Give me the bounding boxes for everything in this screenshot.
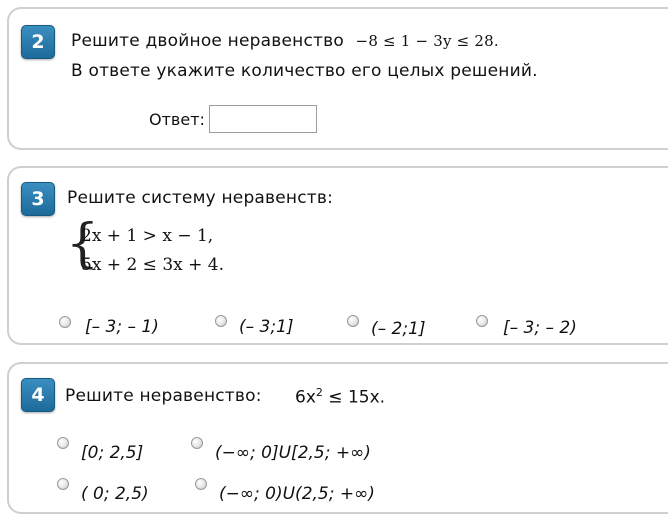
question-card-2 — [7, 7, 668, 150]
question-text-line1 — [71, 31, 499, 51]
option-radio-3[interactable] — [57, 478, 69, 490]
question-number-badge: 2 — [21, 25, 55, 59]
question-number-badge: 3 — [21, 182, 55, 216]
answer-input[interactable] — [209, 105, 317, 133]
question-text-line2: В ответе укажите количество его целых решений. — [71, 61, 538, 81]
formula-period: . — [493, 32, 499, 50]
option-label-1[interactable]: [– 3; – 1) — [85, 317, 159, 337]
system-brace: { — [66, 214, 100, 274]
inequality-formula — [295, 386, 385, 408]
question-prompt: Решите двойное неравенство — [71, 31, 344, 51]
question-prompt: Решите неравенство: — [65, 386, 262, 406]
option-radio-4[interactable] — [476, 315, 488, 327]
question-number-badge: 4 — [21, 378, 55, 412]
option-radio-2[interactable] — [215, 315, 227, 327]
question-card-3 — [7, 166, 668, 345]
option-radio-2[interactable] — [191, 437, 203, 449]
option-label-2[interactable]: (−∞; 0]U[2,5; +∞) — [215, 443, 371, 463]
option-radio-3[interactable] — [347, 315, 359, 327]
option-label-4[interactable]: (−∞; 0)U(2,5; +∞) — [219, 484, 375, 504]
option-label-1[interactable]: [0; 2,5] — [81, 443, 144, 463]
option-radio-1[interactable] — [57, 437, 69, 449]
option-radio-1[interactable] — [59, 316, 71, 328]
question-card-4 — [7, 362, 668, 514]
option-radio-4[interactable] — [195, 478, 207, 490]
inequality-rhs: ≤ 15x. — [322, 387, 386, 408]
option-label-3[interactable]: (– 2;1] — [371, 319, 426, 339]
system-line-2: 5x + 2 ≤ 3x + 4. — [81, 255, 224, 275]
option-label-2[interactable]: (– 3;1] — [239, 317, 294, 337]
inequality-formula: −8 ≤ 1 − 3y ≤ 28 — [355, 32, 494, 50]
inequality-exponent: 2 — [315, 386, 323, 399]
system-line-1: 2x + 1 > x − 1, — [81, 226, 214, 246]
option-label-4[interactable]: [– 3; – 2) — [503, 318, 577, 338]
question-prompt: Решите систему неравенств: — [67, 188, 334, 208]
option-label-3[interactable]: ( 0; 2,5) — [81, 484, 149, 504]
inequality-lhs: 6x — [295, 387, 316, 408]
answer-label: Ответ: — [149, 110, 205, 129]
